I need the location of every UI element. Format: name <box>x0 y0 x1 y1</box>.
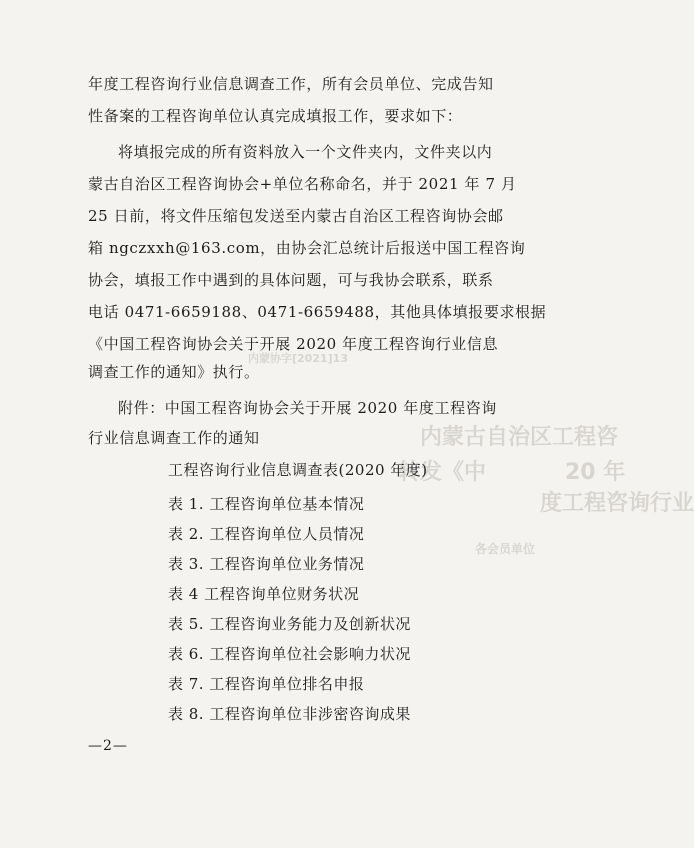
attachment-list-item: 表 2. 工程咨询单位人员情况 <box>168 525 365 543</box>
paragraph-line: 25 日前，将文件压缩包发送至内蒙古自治区工程咨询协会邮 <box>88 207 504 225</box>
attachment-list-item: 表 6. 工程咨询单位社会影响力状况 <box>168 645 411 663</box>
attachment-list-item: 表 4 工程咨询单位财务状况 <box>168 585 360 603</box>
paragraph-line: 将填报完成的所有资料放入一个文件夹内，文件夹以内 <box>118 143 493 161</box>
paragraph-line: 《中国工程咨询协会关于开展 2020 年度工程咨询行业信息 <box>88 335 499 353</box>
paragraph-line: 箱 ngczxxh@163.com，由协会汇总统计后报送中国工程咨询 <box>88 239 526 257</box>
paragraph-line: 年度工程咨询行业信息调查工作，所有会员单位、完成告知 <box>88 75 494 93</box>
bleed-through-line: 度工程咨询行业 <box>540 491 694 516</box>
bleed-through-line: 内蒙古自治区工程咨 <box>420 425 619 450</box>
attachment-list-item: 表 3. 工程咨询单位业务情况 <box>168 555 365 573</box>
attachment-list-title: 工程咨询行业信息调查表(2020 年度) <box>168 461 428 479</box>
bleed-through-line: 内蒙协字[2021]13 <box>248 352 348 365</box>
bleed-through-line: 各会员单位 <box>475 542 536 556</box>
bleed-through-line: 20 年 <box>565 460 626 485</box>
attachment-line: 附件：中国工程咨询协会关于开展 2020 年度工程咨询 <box>118 399 497 417</box>
attachment-list-item: 表 7. 工程咨询单位排名申报 <box>168 675 365 693</box>
paragraph-line: 蒙古自治区工程咨询协会+单位名称命名，并于 2021 年 7 月 <box>88 175 517 193</box>
paragraph-line: 协会，填报工作中遇到的具体问题，可与我协会联系，联系 <box>88 271 494 289</box>
paragraph-line: 性备案的工程咨询单位认真完成填报工作，要求如下： <box>88 107 463 125</box>
paragraph-line: 调查工作的通知》执行。 <box>88 363 260 381</box>
attachment-list-item: 表 5. 工程咨询业务能力及创新状况 <box>168 615 411 633</box>
page-number: —2— <box>88 738 128 754</box>
bleed-through-line: 转发《中 <box>398 460 487 485</box>
paragraph-line: 电话 0471-6659188、0471-6659488，其他具体填报要求根据 <box>88 303 547 321</box>
attachment-line: 行业信息调查工作的通知 <box>88 429 260 447</box>
attachment-list-item: 表 1. 工程咨询单位基本情况 <box>168 495 365 513</box>
attachment-list-item: 表 8. 工程咨询单位非涉密咨询成果 <box>168 705 411 723</box>
